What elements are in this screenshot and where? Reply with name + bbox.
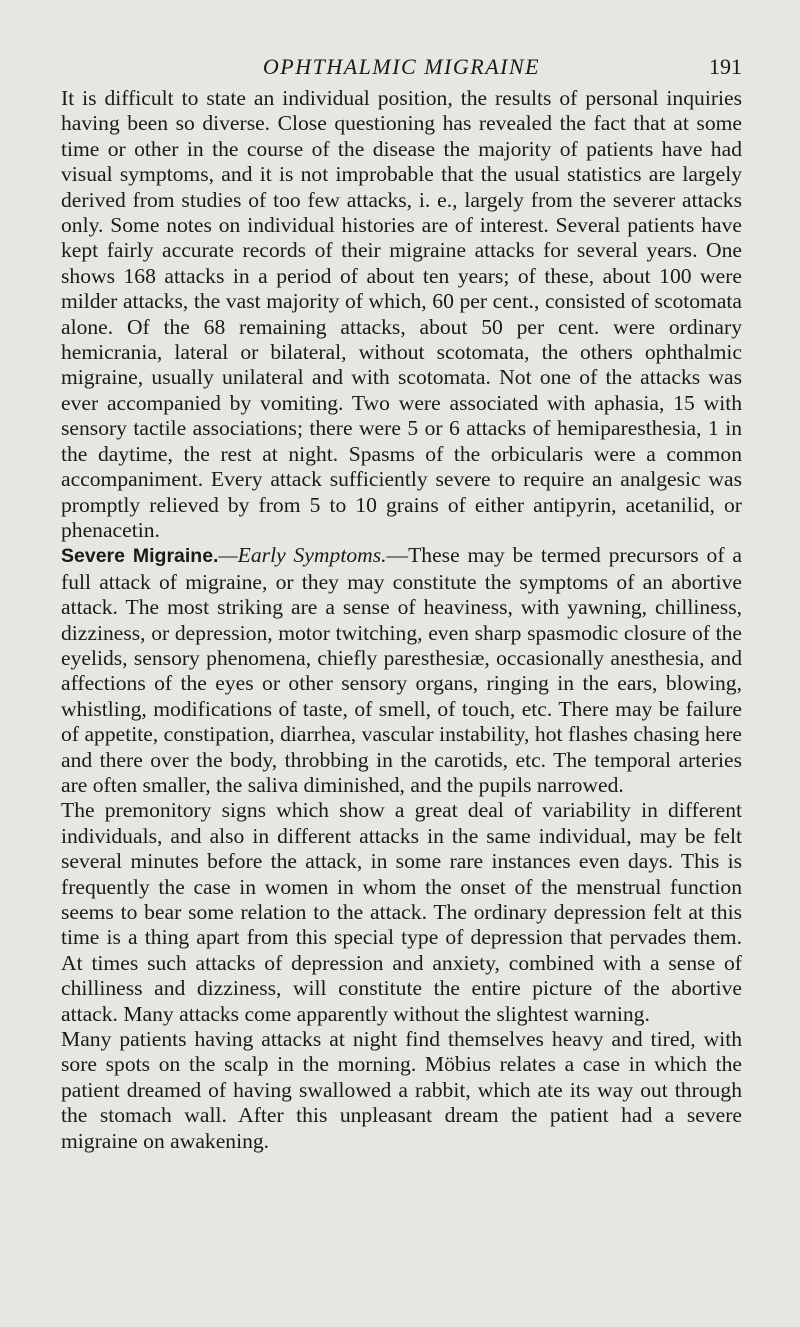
section-heading-severe-migraine: Severe Migraine. bbox=[61, 545, 219, 568]
paragraph-premonitory-signs bbox=[61, 798, 742, 1027]
paragraph-text: Many patients having attacks at night find themselves heavy and tired, with sore spots on the scalp in the morning. Möbius relates a case in which the patient dreamed of having swallowed a rabbit, which ate its way out through the stomach wall. After this unpleasant dream the patient had a severe migraine on awakening. bbox=[61, 1027, 742, 1153]
running-head bbox=[61, 52, 742, 86]
book-page bbox=[61, 52, 742, 1154]
paragraph-text: It is difficult to state an individual position, the results of personal inquiries having been so diverse. Close questioning has revealed the fact that at some time or other in the course of the disease the majority of patients have had visual symptoms, and it is not improbable that the usual statistics are largely derived from studies of too few attacks, i. e., largely from the severer attacks only. Some notes on individual histories are of interest. Several patients have kept fairly accurate records of their migraine attacks for several years. One shows 168 attacks in a period of about ten years; of these, about 100 were milder attacks, the vast majority of which, 60 per cent., consisted of scotomata alone. Of the 68 remaining attacks, about 50 per cent. were ordinary hemicrania, lateral or bilateral, without scotomata, the others ophthalmic migraine, usually unilateral and with scotomata. Not one of the attacks was ever accompanied by vomiting. Two were associated with aphasia, 15 with sensory tactile associations; there were 5 or 6 attacks of hemiparesthesia, 1 in the daytime, the rest at night. Spasms of the orbicularis were a common accompaniment. Every attack sufficiently severe to require an analgesic was promptly relieved by from 5 to 10 grains of either antipyrin, acetanilid, or phenacetin. bbox=[61, 86, 742, 542]
paragraph-night-attacks bbox=[61, 1027, 742, 1154]
paragraph-text: —These may be termed precursors of a full attack of migraine, or they may constitute the symptoms of an abortive attack. The most striking are a sense of heaviness, with yawning, chilliness, dizziness, or depression, motor twitching, even sharp spasmodic closure of the eyelids, sensory phenomena, chiefly paresthesiæ, occasionally anesthesia, and affections of the eyes or other sensory organs, ringing in the ears, blowing, whistling, modifications of taste, of smell, of touch, etc. There may be failure of appetite, constipation, diarrhea, vascular instability, hot flashes chasing here and there over the body, throbbing in the carotids, etc. The temporal arteries are often smaller, the saliva diminished, and the pupils narrowed. bbox=[61, 543, 742, 797]
paragraph-text: The premonitory signs which show a great deal of variability in different individuals, and also in different attacks in the same individual, may be felt several minutes before the attack, in some rare instances even days. This is frequently the case in women in whom the onset of the menstrual function seems to bear some relation to the attack. The ordinary depression felt at this time is a thing apart from this special type of depression that pervades them. At times such attacks of depression and anxiety, combined with a sense of chilliness and dizziness, will constitute the entire picture of the abortive attack. Many attacks come apparently without the slightest warning. bbox=[61, 798, 742, 1026]
paragraph-severe-migraine bbox=[61, 543, 742, 798]
paragraph-statistics bbox=[61, 86, 742, 543]
running-title: OPHTHALMIC MIGRAINE bbox=[262, 54, 541, 79]
page-number: 191 bbox=[709, 54, 742, 79]
subheading-early-symptoms: —Early Symptoms. bbox=[218, 543, 387, 568]
